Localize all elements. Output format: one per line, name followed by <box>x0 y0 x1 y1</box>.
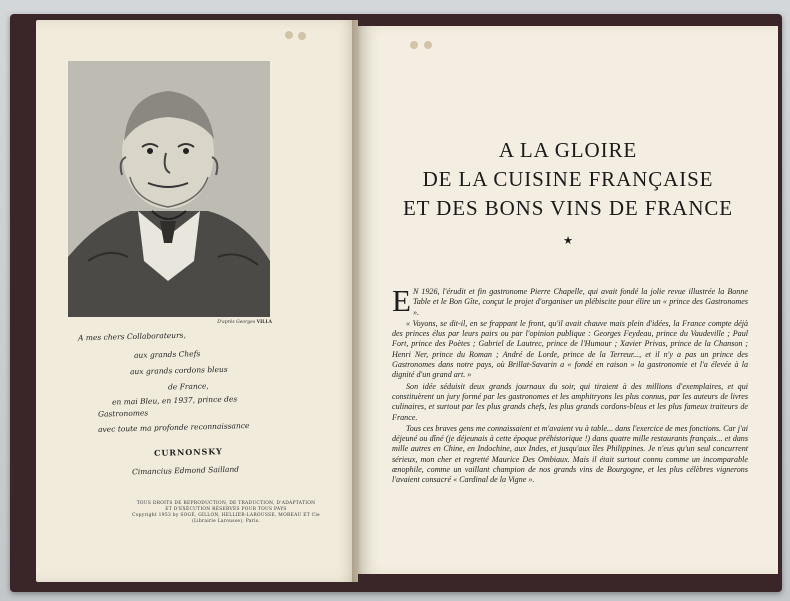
foxing-stain <box>424 41 432 49</box>
paragraph-text: N 1926, l'érudit et fin gastronome Pierre Chapelle, qui avait fondé la jolie revue illustrée la Bonne Table et le Bon Gîte, conçut le projet d'organiser un plébiscite pour élire un « prince des Gastronomes ». <box>412 287 748 317</box>
portrait-drawing <box>68 61 270 317</box>
portrait-credit-name: VILLA <box>256 320 272 325</box>
paragraph: Tous ces braves gens me connaissaient et m'avaient vu à table... dans l'exercice de mes fonctions. Car j'ai déjeuné ou dîné (je déjeunais à cette époque préhistorique !) dans quatre mille restaurants français... et dans mille autres en Chine, en Indochine, aux Indes, et jusqu'aux îles Philippines. Je n'eus qu'un seul concurrent sérieux, mon cher et regretté Maurice Des Ombiaux. Mais il était surtout connu comme un incomparable œnophile, comme un vaillant champion de nos grands vins de Bourgogne, et les plus célèbres vignerons l'avaient consacré « Cardinal de la Vigne ». <box>392 423 748 485</box>
portrait-credit-prefix: D'après Georges <box>217 320 256 325</box>
copyright-line: TOUS DROITS DE REPRODUCTION, DE TRADUCTION, D'ADAPTATION <box>136 501 316 506</box>
foxing-stain <box>285 31 293 39</box>
copyright-line: Copyright 1953 by SOGÉ, GILLON, HELLIER-LAROUSSE, MOREAU ET Cie <box>132 513 320 518</box>
dedication-line: A mes chers Collaborateurs, <box>77 330 186 343</box>
title-line: DE LA CUISINE FRANÇAISE <box>422 167 714 191</box>
star-ornament-icon: ★ <box>563 234 573 247</box>
copyright-line: ET D'EXÉCUTION RÉSERVÉS POUR TOUS PAYS <box>165 507 287 512</box>
title-line: ET DES BONS VINS DE FRANCE <box>402 196 734 220</box>
portrait-credit <box>180 320 272 325</box>
paragraph: « Voyons, se dit-il, en se frappant le front, qu'il avait chauve mais plein d'idées, la France compte déjà des princes élus par leurs pairs ou par l'opinion publique : Georges Feydeau, prince du Vaudeville ; Paul Fort, prince des Poètes ; Gabriel de Lautrec, prince de l'Humour ; Xavier Privas, prince de la Chanson ; Henri Ner, prince du Roman ; André de Lorde, prince de la Terreur..., et il n'y a pas un prince des Gastronomes dans notre pays, où Brillat-Savarin a « fondé en raison » la gastronomie et l'a élevée à la dignité d'un grand art. » <box>392 318 748 380</box>
curnonsky-portrait <box>68 61 270 317</box>
dedication-line: de France, <box>167 381 209 392</box>
dedication-line: aux grands Chefs <box>133 349 201 360</box>
dedication-line: avec toute ma profonde reconnaissance <box>97 421 250 434</box>
title-line: A LA GLOIRE <box>498 138 638 162</box>
signature-curnonsky: CURNONSKY <box>153 446 223 458</box>
dedication-line: Gastronomes <box>97 408 149 419</box>
drop-cap: E <box>392 283 411 318</box>
foxing-stain <box>298 32 306 40</box>
handwritten-dedication <box>78 332 288 492</box>
book-gutter <box>352 20 364 582</box>
foxing-stain <box>410 41 418 49</box>
signature-full-name: Cimancius Edmond Sailland <box>131 464 240 477</box>
copyright-line: (Librairie Larousse), Paris. <box>191 519 261 524</box>
dedication-line: aux grands cordons bleus <box>129 364 228 377</box>
paragraph: Son idée séduisit deux grands journaux du soir, qui tiraient à des millions d'exemplaires, et qui constituèrent un jury formé par les gastronomes et les amphitryons les plus connus, par les auteurs de livres culinaires, et surtout par les plus grands chefs, les plus grands cordons-bleus et les plus fameux traiteurs de France. <box>392 381 748 422</box>
body-text <box>392 283 748 486</box>
dedication-line: en mai Bleu, en 1937, prince des <box>111 394 238 407</box>
copyright-notice <box>126 501 326 525</box>
chapter-title <box>372 136 764 251</box>
paragraph <box>392 283 748 318</box>
